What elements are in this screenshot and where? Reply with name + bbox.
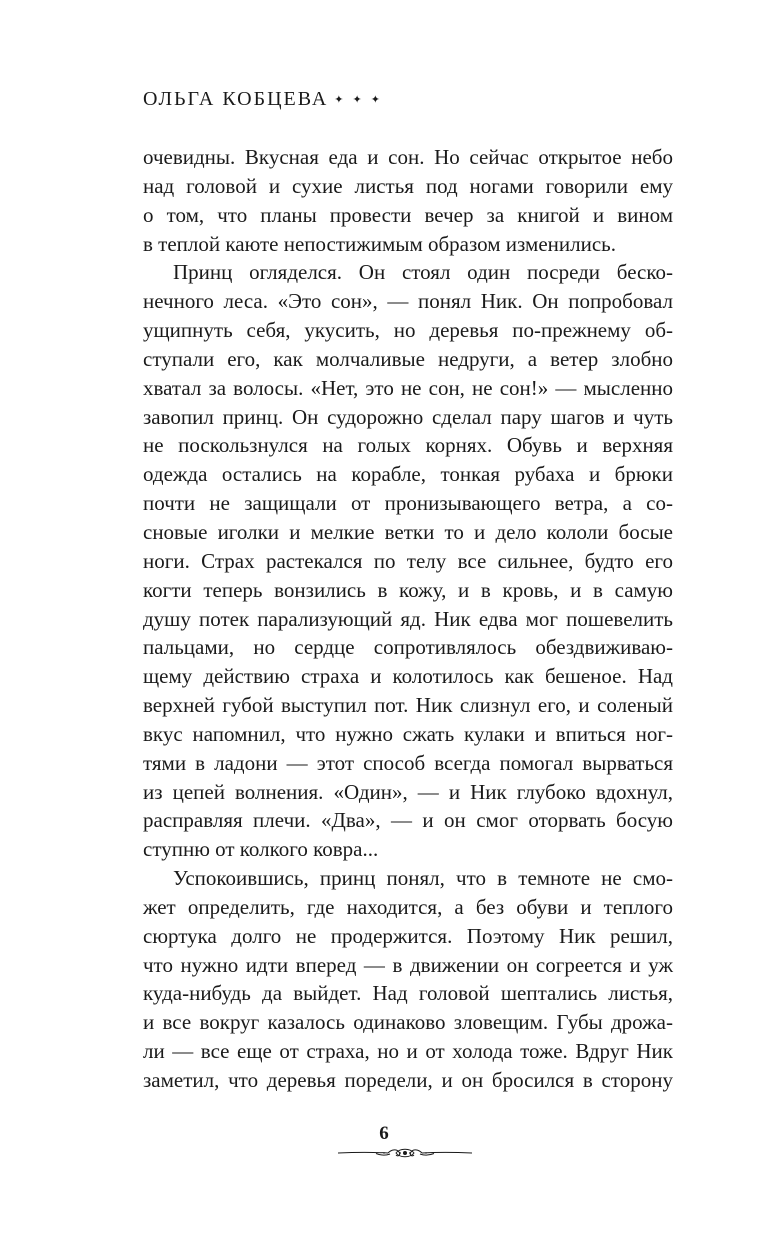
text-line: над головой и сухие листья под ногами говорили ему <box>143 173 673 198</box>
text-line: не поскользнулся на голых корнях. Обувь и верхняя <box>143 433 673 458</box>
star-icon: ✦✦✦ <box>334 92 389 106</box>
page-body-text <box>143 143 673 1095</box>
text-line: о том, что планы провести вечер за книгой и вином <box>143 202 673 227</box>
text-line: сюртука долго не продержится. Поэтому Ник решил, <box>143 923 673 948</box>
text-line: пальцами, но сердце сопротивлялось обездвиживаю- <box>143 635 673 660</box>
text-line: ступню от колкого ковра... <box>143 837 379 862</box>
header-author: ОЛЬГА КОБЦЕВА <box>143 87 329 110</box>
running-header <box>143 84 389 114</box>
text-line: нечного леса. «Это сон», — понял Ник. Он попробовал <box>143 289 673 314</box>
text-line: расправляя плечи. «Два», — и он смог оторвать босую <box>143 808 673 833</box>
text-line: Успокоившись, принц понял, что в темноте не смо- <box>173 866 673 891</box>
text-line: Принц огляделся. Он стоял один посреди беско- <box>173 260 673 285</box>
paragraph <box>143 143 673 258</box>
text-line: щему действию страха и колотилось как бешеное. Над <box>143 664 673 689</box>
paragraph <box>143 864 673 1095</box>
text-line: заметил, что деревья поредели, и он бросился в сторону <box>143 1068 673 1092</box>
text-line: душу потек парализующий яд. Ник едва мог пошевелить <box>143 606 673 631</box>
text-line: вкус напомнил, что нужно сжать кулаки и впиться ног- <box>143 721 673 746</box>
text-line: одежда остались на корабле, тонкая рубаха и брюки <box>143 462 673 487</box>
text-line: что нужно идти вперед — в движении он согреется и уж <box>143 952 673 977</box>
text-line: ли — все еще от страха, но и от холода тоже. Вдруг Ник <box>143 1039 673 1064</box>
text-line: ущипнуть себя, укусить, но деревья по-прежнему об- <box>143 318 673 343</box>
text-line: завопил принц. Он судорожно сделал пару шагов и чуть <box>143 404 673 429</box>
text-line: хватал за волосы. «Нет, это не сон, не сон!» — мысленно <box>143 375 673 400</box>
text-line: жет определить, где находится, а без обуви и теплого <box>143 894 673 919</box>
text-line: верхней губой выступил пот. Ник слизнул его, и соленый <box>143 693 673 718</box>
text-line: из цепей волнения. «Один», — и Ник глубоко вдохнул, <box>143 779 673 804</box>
text-line: и все вокруг казалось одинаково зловещим. Губы дрожа- <box>143 1010 673 1035</box>
text-line: почти не защищали от пронизывающего ветра, а со- <box>143 491 673 516</box>
text-line: очевидны. Вкусная еда и сон. Но сейчас открытое небо <box>143 145 673 169</box>
text-line: куда-нибудь да выйдет. Над головой шептались листья, <box>143 981 673 1006</box>
paragraph <box>143 258 673 864</box>
text-line: в теплой каюте непостижимым образом изменились. <box>143 231 616 256</box>
text-line: ступали его, как молчаливые недруги, а ветер злобно <box>143 346 673 371</box>
text-line: тями в ладони — этот способ всегда помогал вырваться <box>143 750 673 775</box>
ornament-divider-icon <box>336 1146 474 1160</box>
page-number: 6 <box>379 1123 389 1144</box>
text-line: ноги. Страх растекался по телу все сильнее, будто его <box>143 548 673 573</box>
text-line: когти теперь вонзились в кожу, и в кровь, и в самую <box>143 577 673 602</box>
text-line: сновые иголки и мелкие ветки то и дело кололи босые <box>143 519 673 544</box>
